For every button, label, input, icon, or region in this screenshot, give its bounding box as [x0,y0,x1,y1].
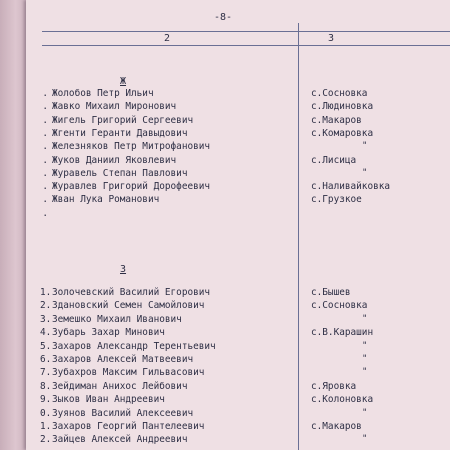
ditto-mark: " [362,141,368,152]
row-number: 8. [40,380,52,392]
section-letter-z: З [120,264,127,275]
person-name: Жигель Григорий Сергеевич [52,114,194,126]
row-number: 2. [40,434,52,446]
ditto-mark: " [362,313,368,324]
list-item [40,434,187,446]
row-number: 0. [40,407,52,419]
list-item [40,394,165,406]
page-number: -8- [214,12,233,23]
ditto-mark: " [362,340,368,351]
person-name: Земешко Михаил Иванович [52,313,182,325]
section-letter-zh: Ж [120,76,127,87]
ditto-mark: " [362,434,368,445]
row-number: . [42,88,48,99]
row-number: 1. [40,287,52,298]
village-name: с.Людиновка [311,101,374,113]
person-name: Зубахров Максим Гильвасович [52,367,205,379]
column-divider [298,23,299,450]
row-number: 6. [40,354,52,365]
person-name: Жуков Даниил Яковлевич [52,154,177,166]
person-name: Жгенти Геранти Давыдович [52,127,188,139]
person-name: Здановский Семен Самойлович [52,300,205,312]
list-item [40,367,204,379]
list-item [40,341,216,353]
table-header-rule [42,45,450,46]
binding-edge [0,0,26,450]
row-number: . [42,181,48,193]
village-name: с.Наливайковка [311,181,391,193]
list-item [40,381,187,393]
row-number: . [42,114,48,126]
row-number: 5. [40,340,52,352]
row-number: 3. [40,313,52,325]
person-name: Захаров Алексей Матвеевич [52,354,194,365]
row-number: 2. [40,300,52,312]
row-number: . [42,194,48,206]
person-name: Жавко Михаил Миронович [52,101,177,113]
list-item [40,354,193,366]
row-number: . [42,127,48,139]
village-name: с.Макаров [311,421,362,432]
list-item [40,115,193,127]
column-header-3: 3 [328,33,335,44]
village-name: с.Колоновка [311,394,374,406]
village-name: с.Лисица [311,154,357,166]
list-item [40,421,204,433]
person-name: Журавлев Григорий Дорофеевич [52,181,211,193]
row-number: 1. [40,421,52,432]
list-item [40,208,52,220]
village-name: с.Сосновка [311,300,368,312]
ditto-mark: " [362,367,368,378]
list-item [40,408,193,420]
list-item [40,194,159,206]
list-item [40,314,182,326]
person-name: Зуянов Василий Алексеевич [52,407,194,419]
row-number: 9. [40,394,52,406]
row-number: . [42,101,48,113]
village-name: с.В.Карашин [311,327,374,339]
person-name: Зыков Иван Андреевич [52,394,165,406]
person-name: Зубарь Захар Минович [52,327,165,339]
ditto-mark: " [362,167,368,178]
row-number: 4. [40,327,52,339]
column-header-2: 2 [164,33,171,44]
ditto-mark: " [362,354,368,364]
village-name: с.Макаров [311,114,362,126]
list-item [40,300,204,312]
list-item [40,141,210,153]
table-top-rule [42,31,450,32]
ditto-mark: " [362,407,368,418]
row-number: . [42,207,48,219]
row-number: . [42,141,48,153]
person-name: Зайцев Алексей Андреевич [52,434,188,446]
list-item [40,181,210,193]
village-name: с.Комаровка [311,127,374,139]
list-item [40,327,165,339]
list-item [40,101,176,113]
person-name: Журавель Степан Павлович [52,167,188,179]
row-number: . [42,154,48,166]
list-item [40,88,154,100]
village-name: с.Яровка [311,380,357,392]
person-name: Жван Лука Романович [52,194,160,206]
list-item [40,128,187,140]
person-name: Захаров Георгий Пантелеевич [52,421,205,432]
village-name: с.Сосновка [311,88,368,99]
list-item [40,155,176,167]
village-name: с.Бышев [311,287,351,298]
village-name: с.Грузкое [311,194,362,206]
list-item [40,168,187,180]
person-name: Железняков Петр Митрофанович [52,141,211,153]
list-item [40,287,210,299]
row-number: . [42,167,48,179]
row-number: 7. [40,367,52,379]
person-name: Жолобов Петр Ильич [52,88,154,99]
person-name: Золочевский Василий Егорович [52,287,211,298]
person-name: Захаров Александр Терентьевич [52,340,216,352]
person-name: Зейдиман Анихос Лейбович [52,380,188,392]
